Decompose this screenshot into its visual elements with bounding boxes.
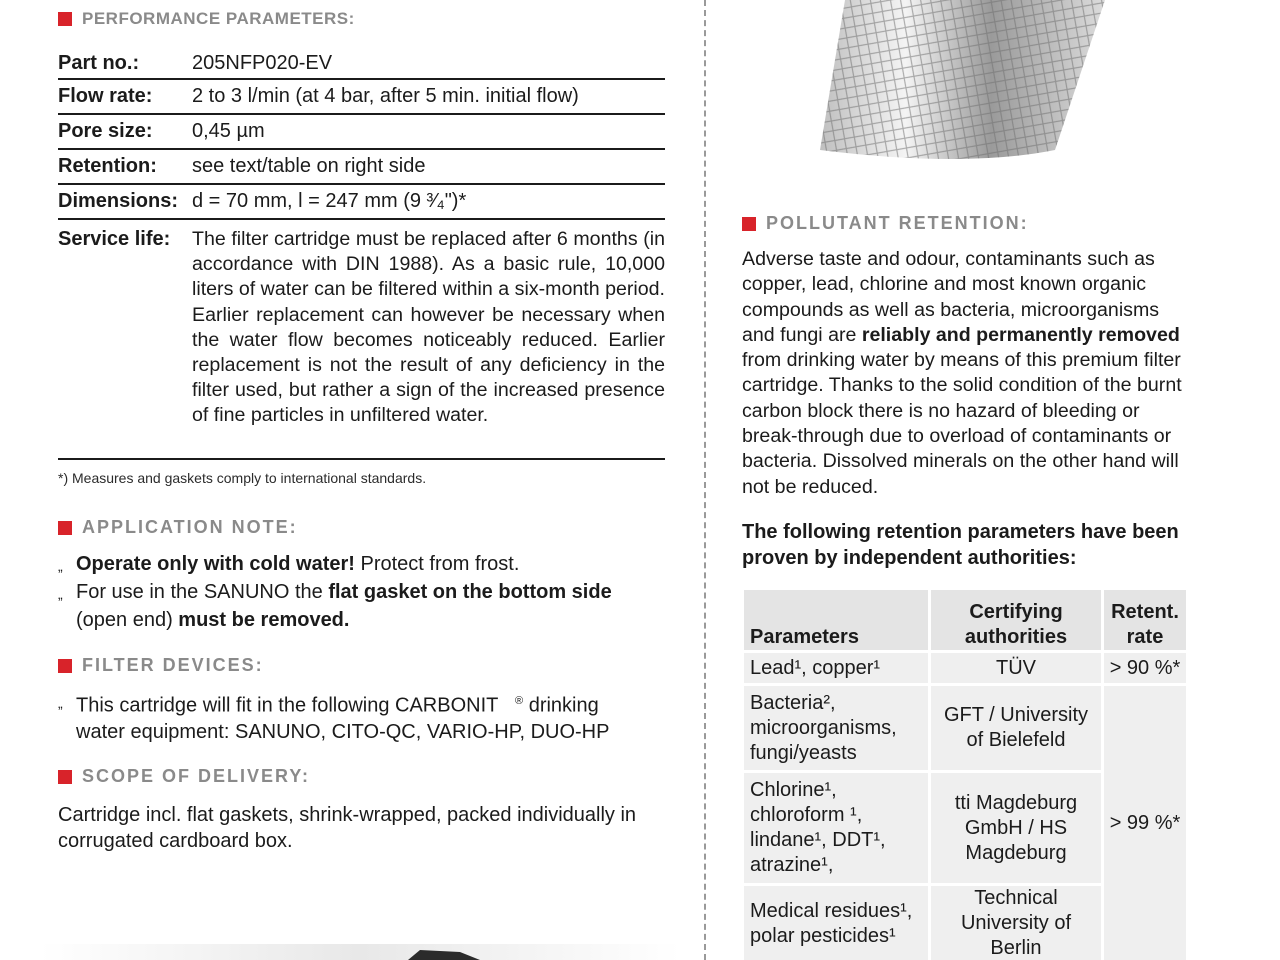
bold-text: Operate only with cold water! xyxy=(76,553,355,575)
table-row xyxy=(744,686,1186,770)
table-row xyxy=(744,653,1186,683)
text: from drinking water by means of this premium filter cartridge. Thanks to the solid condition of the burnt carbon block there is no hazard of bleeding or break-through due to overload of contaminants or bacteria. Dissolved minerals on the other hand will not be reduced. xyxy=(742,349,1182,498)
section-title: APPLICATION NOTE: xyxy=(82,517,298,537)
list-item xyxy=(58,688,678,719)
section-title: SCOPE OF DELIVERY: xyxy=(82,766,311,786)
text: Adverse taste and odour, contaminants such as copper, lead, chlorine and most known organic compounds as well as bacteria, microorganisms and fungi are xyxy=(742,248,1160,346)
spec-value: 0,45 µm xyxy=(192,120,265,142)
application-notes xyxy=(58,551,678,633)
spec-value: d = 70 mm, l = 247 mm (9 ³⁄₄")* xyxy=(192,190,467,212)
performance-heading xyxy=(58,9,355,29)
column-divider xyxy=(704,0,706,960)
red-square-icon xyxy=(58,659,72,673)
pollutant-paragraph xyxy=(742,247,1192,500)
spec-value: see text/table on right side xyxy=(192,155,426,177)
table-cell: tti Magdeburg GmbH / HS Magdeburg xyxy=(931,773,1101,883)
text: This cartridge will fit in the following CARBONIT xyxy=(76,694,499,717)
scope-text: Cartridge incl. flat gaskets, shrink-wrapped, packed individually in corrugated cardboard box. xyxy=(58,804,637,852)
spec-key: Flow rate: xyxy=(58,85,153,107)
list-item xyxy=(58,579,678,607)
table-header-row xyxy=(744,590,1186,650)
spec-row-part xyxy=(58,48,665,80)
table-cell: Technical University of Berlin xyxy=(931,886,1101,960)
spec-row-retention xyxy=(58,150,665,185)
spec-row-pore xyxy=(58,115,665,150)
table-cell: GFT / University of Bielefeld xyxy=(931,686,1101,770)
spec-row-service-life xyxy=(58,220,665,460)
spec-value: The filter cartridge must be replaced after 6 months (in accordance with DIN 1988). As a basic rule, 10,000 liters of water can be filtered within a six-month period. Earlier replacement can however be necessary when the water flow becomes noticeably reduced. Earlier replacement is not the result of any deficiency in the filter used, but rather a sign of the increased presence of fine particles in unfiltered water. xyxy=(192,228,665,427)
section-title: POLLUTANT RETENTION: xyxy=(766,213,1029,233)
section-title: FILTER DEVICES: xyxy=(82,655,264,675)
filter-devices-heading xyxy=(58,655,264,676)
list-item-continuation xyxy=(58,607,678,633)
bold-text: flat gasket on the bottom side xyxy=(328,581,612,603)
bullet-icon: „ xyxy=(58,586,63,602)
application-heading xyxy=(58,517,298,538)
table-cell: Bacteria², microorganisms, fungi/yeasts xyxy=(744,686,928,770)
text: water equipment: SANUNO, CITO-QC, VARIO-HP, DUO-HP xyxy=(76,720,610,743)
product-image-fragment xyxy=(40,930,680,960)
table-cell: Lead¹, copper¹ xyxy=(744,653,928,683)
bold-text: reliably and permanently removed xyxy=(861,323,1180,346)
footnote: *) Measures and gaskets comply to international standards. xyxy=(58,470,427,486)
spec-value: 205NFP020-EV xyxy=(192,52,333,74)
scope-heading xyxy=(58,766,310,787)
spec-row-dimensions xyxy=(58,185,665,220)
filter-devices-list xyxy=(58,688,678,745)
bold-text: must be removed. xyxy=(178,609,350,631)
bullet-icon: „ xyxy=(58,695,63,711)
filter-cartridge-image xyxy=(805,0,1125,165)
table-cell: TÜV xyxy=(931,653,1101,683)
table-cell: > 99 %* xyxy=(1104,686,1186,960)
bullet-icon: „ xyxy=(58,558,63,574)
spec-key: Dimensions: xyxy=(58,190,179,212)
section-title: PERFORMANCE PARAMETERS: xyxy=(82,9,355,28)
table-cell: Chlorine¹, chloroform ¹, lindane¹, DDT¹, atrazine¹, xyxy=(744,773,928,883)
spec-key: Service life: xyxy=(58,228,171,250)
table-cell: > 90 %* xyxy=(1104,653,1186,683)
red-square-icon xyxy=(58,521,72,535)
table-cell: Medical residues¹, polar pesticides¹ xyxy=(744,886,928,960)
red-square-icon xyxy=(58,12,72,26)
column-header: Retent. rate xyxy=(1104,590,1186,650)
registered-mark: ® xyxy=(515,695,524,707)
text: drinking xyxy=(523,694,599,717)
spec-table xyxy=(58,48,665,460)
spec-key: Pore size: xyxy=(58,120,153,142)
spec-value: 2 to 3 l/min (at 4 bar, after 5 min. initial flow) xyxy=(192,85,579,107)
text: (open end) xyxy=(76,609,179,631)
pollutant-heading xyxy=(742,213,1029,234)
list-item xyxy=(58,551,678,579)
red-square-icon xyxy=(742,217,756,231)
spec-key: Retention: xyxy=(58,155,157,177)
text: For use in the SANUNO the xyxy=(76,581,329,603)
retention-table xyxy=(741,587,1189,960)
text: Protect from frost. xyxy=(354,553,520,575)
red-square-icon xyxy=(58,770,72,784)
spec-key: Part no.: xyxy=(58,52,140,74)
column-header: Parameters xyxy=(744,590,928,650)
column-header: Certifying authorities xyxy=(931,590,1101,650)
spec-row-flow xyxy=(58,80,665,115)
proven-heading: The following retention parameters have been proven by independent authorities: xyxy=(742,521,1179,569)
